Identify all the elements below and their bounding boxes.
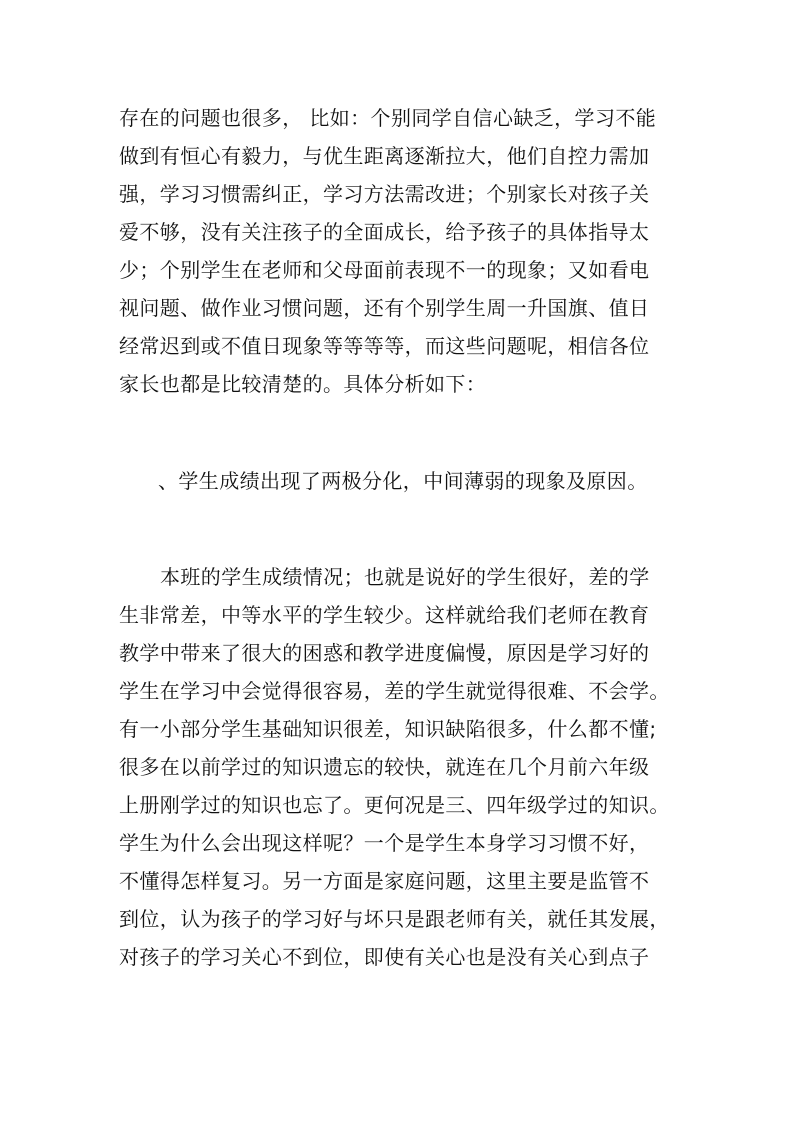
paragraph-2-line-11: 对孩子的学习关心不到位，即使有关心也是没有关心到点子: [119, 945, 650, 969]
paragraph-2-line-7: 上册刚学过的知识也忘了。更何况是三、四年级学过的知识。: [119, 793, 670, 817]
paragraph-2-line-8: 学生为什么会出现这样呢？一个是学生本身学习习惯不好，: [119, 831, 650, 855]
paragraph-2-line-5: 有一小部分学生基础知识很差，知识缺陷很多，什么都不懂;: [119, 717, 657, 741]
paragraph-1-line-7: 经常迟到或不值日现象等等等等，而这些问题呢，相信各位: [119, 334, 650, 358]
paragraph-2-line-9: 不懂得怎样复习。另一方面是家庭问题，这里主要是监管不: [119, 869, 650, 893]
paragraph-2-line-3: 教学中带来了很大的困惑和教学进度偏慢，原因是学习好的: [119, 641, 650, 665]
paragraph-1-line-3: 强，学习习惯需纠正，学习方法需改进；个别家长对孩子关: [119, 182, 650, 206]
paragraph-2-line-10: 到位，认为孩子的学习好与坏只是跟老师有关，就任其发展，: [119, 907, 670, 931]
paragraph-2-line-4: 学生在学习中会觉得很容易，差的学生就觉得很难、不会学。: [119, 679, 670, 703]
paragraph-1-line-5: 少；个别学生在老师和父母面前表现不一的现象；又如看电: [119, 258, 650, 282]
paragraph-2-line-2: 生非常差，中等水平的学生较少。这样就给我们老师在教育: [119, 603, 650, 627]
section-heading: 、学生成绩出现了两极分化，中间薄弱的现象及原因。: [158, 469, 648, 493]
paragraph-1-line-2: 做到有恒心有毅力，与优生距离逐渐拉大，他们自控力需加: [119, 144, 650, 168]
paragraph-1-line-6: 视问题、做作业习惯问题，还有个别学生周一升国旗、值日: [119, 296, 650, 320]
paragraph-1-line-8: 家长也都是比较清楚的。具体分析如下：: [119, 372, 487, 396]
paragraph-2-line-6: 很多在以前学过的知识遗忘的较快，就连在几个月前六年级: [119, 755, 650, 779]
paragraph-2-line-1: 本班的学生成绩情况；也就是说好的学生很好，差的学: [160, 565, 650, 589]
paragraph-1-line-4: 爱不够，没有关注孩子的全面成长，给予孩子的具体指导太: [119, 220, 650, 244]
paragraph-1-line-1: 存在的问题也很多， 比如：个别同学自信心缺乏，学习不能: [119, 106, 657, 130]
